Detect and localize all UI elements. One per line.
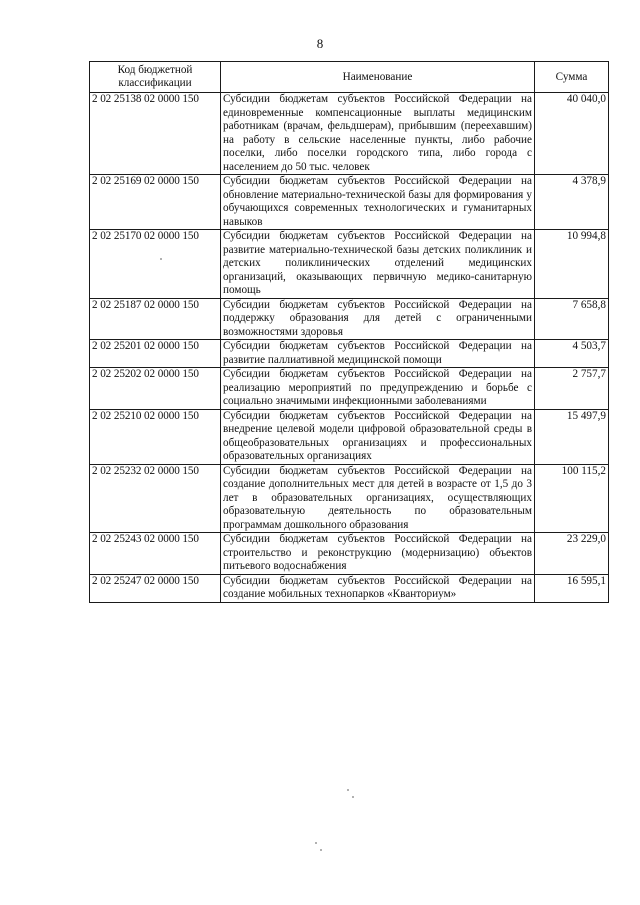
row-code: 2 02 25187 02 0000 150 xyxy=(90,298,221,340)
row-code: 2 02 25170 02 0000 150 xyxy=(90,230,221,299)
scan-speck xyxy=(320,849,322,851)
header-code: Код бюджетной классификации xyxy=(90,62,221,93)
row-sum: 7 658,8 xyxy=(535,298,609,340)
row-sum: 4 503,7 xyxy=(535,340,609,368)
row-name: Субсидии бюджетам субъектов Российской Федерации на развитие паллиативной медицинской помощи xyxy=(221,340,535,368)
scan-speck xyxy=(160,258,162,260)
table-row xyxy=(90,93,609,175)
row-sum: 15 497,9 xyxy=(535,409,609,464)
row-name: Субсидии бюджетам субъектов Российской Федерации на поддержку образования для детей с ограниченными возможностями здоровья xyxy=(221,298,535,340)
row-code: 2 02 25232 02 0000 150 xyxy=(90,464,221,533)
row-sum: 4 378,9 xyxy=(535,175,609,230)
scan-speck xyxy=(352,796,354,798)
row-name: Субсидии бюджетам субъектов Российской Федерации на единовременные компенсационные выплаты медицинским работникам (врачам, фельдшерам), прибывшим (переехавшим) на работу в сельские населенные пункты, либо рабочие поселки, либо поселки городского типа, либо города с населением до 50 тыс. человек xyxy=(221,93,535,175)
row-sum: 100 115,2 xyxy=(535,464,609,533)
row-name: Субсидии бюджетам субъектов Российской Федерации на создание дополнительных мест для детей в возрасте от 1,5 до 3 лет в образовательных организациях, осуществляющих образовательную деятельность по образовательным программам дошкольного образования xyxy=(221,464,535,533)
table-row xyxy=(90,175,609,230)
row-code: 2 02 25201 02 0000 150 xyxy=(90,340,221,368)
row-sum: 10 994,8 xyxy=(535,230,609,299)
row-sum: 23 229,0 xyxy=(535,533,609,575)
row-name: Субсидии бюджетам субъектов Российской Федерации на обновление материально-технической базы для формирования у обучающихся современных технологических и гуманитарных навыков xyxy=(221,175,535,230)
table-row xyxy=(90,230,609,299)
row-code: 2 02 25210 02 0000 150 xyxy=(90,409,221,464)
budget-table xyxy=(89,61,609,603)
row-sum: 2 757,7 xyxy=(535,368,609,410)
header-row xyxy=(90,62,609,93)
table-row xyxy=(90,298,609,340)
row-name: Субсидии бюджетам субъектов Российской Федерации на внедрение целевой модели цифровой образовательной среды в общеобразовательных организациях и профессиональных образовательных организациях xyxy=(221,409,535,464)
row-sum: 40 040,0 xyxy=(535,93,609,175)
row-name: Субсидии бюджетам субъектов Российской Федерации на строительство и реконструкцию (модернизацию) объектов питьевого водоснабжения xyxy=(221,533,535,575)
header-name: Наименование xyxy=(221,62,535,93)
table-row xyxy=(90,574,609,602)
row-code: 2 02 25138 02 0000 150 xyxy=(90,93,221,175)
row-sum: 16 595,1 xyxy=(535,574,609,602)
scan-speck xyxy=(315,842,317,844)
table-row xyxy=(90,409,609,464)
header-sum: Сумма xyxy=(535,62,609,93)
row-name: Субсидии бюджетам субъектов Российской Федерации на создание мобильных технопарков «Кванториум» xyxy=(221,574,535,602)
table-row xyxy=(90,340,609,368)
table-row xyxy=(90,368,609,410)
table-row xyxy=(90,533,609,575)
table-row xyxy=(90,464,609,533)
row-code: 2 02 25243 02 0000 150 xyxy=(90,533,221,575)
row-code: 2 02 25247 02 0000 150 xyxy=(90,574,221,602)
page-number: 8 xyxy=(316,36,324,51)
row-name: Субсидии бюджетам субъектов Российской Федерации на реализацию мероприятий по предупреждению и борьбе с социально значимыми инфекционными заболеваниями xyxy=(221,368,535,410)
row-name: Субсидии бюджетам субъектов Российской Федерации на развитие материально-технической базы детских поликлиник и детских поликлинических отделений медицинских организаций, оказывающих первичную медико-санитарную помощь xyxy=(221,230,535,299)
scan-speck xyxy=(347,789,349,791)
row-code: 2 02 25202 02 0000 150 xyxy=(90,368,221,410)
row-code: 2 02 25169 02 0000 150 xyxy=(90,175,221,230)
